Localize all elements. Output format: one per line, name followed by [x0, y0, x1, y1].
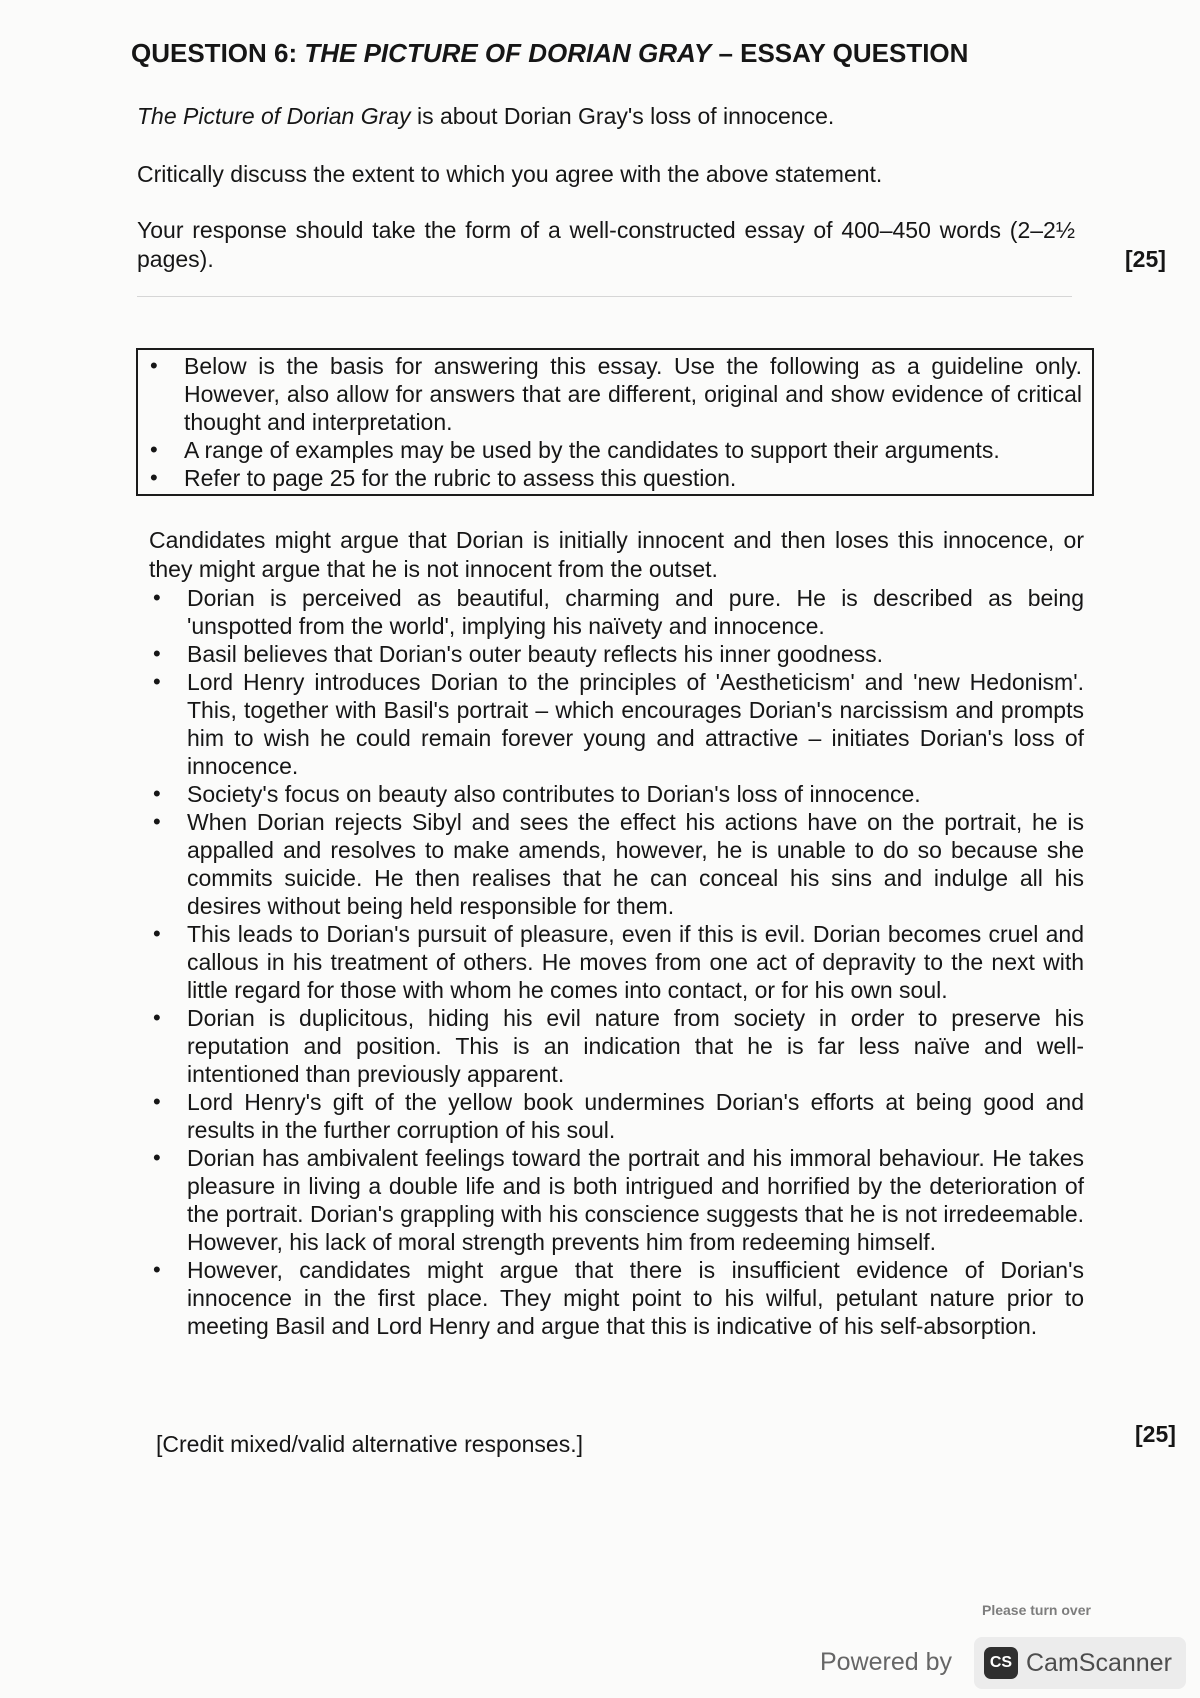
- guideline-box: [136, 348, 1094, 496]
- divider: [137, 296, 1072, 297]
- intro-paragraph: Candidates might argue that Dorian is initially innocent and then loses this innocence, or they might argue that he is not innocent from the outset.: [149, 527, 1084, 582]
- question-heading: [131, 38, 968, 69]
- answer-point: • However, candidates might argue that there is insufficient evidence of Dorian's innocence in the first place. They might point to his wilful, petulant nature prior to meeting Basil and Lord Henry and argue that this is indicative of his self-absorption.: [149, 1256, 1084, 1340]
- answer-point: • Dorian is duplicitous, hiding his evil nature from society in order to preserve his reputation and position. This is an indication that he is far less naïve and well-intentioned than previously apparent.: [149, 1004, 1084, 1088]
- question-mark-total: [25]: [1125, 246, 1166, 272]
- answer-point: • Dorian is perceived as beautiful, charming and pure. He is described as being 'unspotted from the world', implying his naïvety and innocence.: [149, 584, 1084, 640]
- answer-point: • Society's focus on beauty also contributes to Dorian's loss of innocence.: [149, 780, 1084, 808]
- camscanner-badge: [974, 1637, 1186, 1689]
- camscanner-name: CamScanner: [1026, 1649, 1172, 1677]
- guideline-item: • Below is the basis for answering this essay. Use the following as a guideline only. However, also allow for answers that are different, original and show evidence of critical thought and interpretation.: [148, 352, 1082, 436]
- guideline-item: • A range of examples may be used by the candidates to support their arguments.: [148, 436, 1082, 464]
- instruction: Critically discuss the extent to which you agree with the above statement.: [137, 161, 883, 187]
- statement-rest: is about Dorian Gray's loss of innocence.: [410, 103, 835, 129]
- answer-point: • Basil believes that Dorian's outer beauty reflects his inner goodness.: [149, 640, 1084, 668]
- camscanner-logo-icon: CS: [984, 1647, 1018, 1679]
- guideline-list: [148, 352, 1082, 492]
- heading-suffix: – ESSAY QUESTION: [711, 38, 969, 68]
- final-mark: [25]: [1135, 1421, 1176, 1447]
- essay-statement: [137, 102, 834, 131]
- heading-title: THE PICTURE OF DORIAN GRAY: [304, 38, 712, 68]
- answer-point: • Dorian has ambivalent feelings toward the portrait and his immoral behaviour. He takes pleasure in living a double life and is both intrigued and horrified by the deterioration of the portrait. Dorian's grappling with his conscience suggests that he is not irredeemable. However, his lack of moral strength prevents him from redeeming himself.: [149, 1144, 1084, 1256]
- answer-point: • Lord Henry's gift of the yellow book undermines Dorian's efforts at being good and results in the further corruption of his soul.: [149, 1088, 1084, 1144]
- powered-by-label: Powered by: [820, 1648, 953, 1676]
- novel-title: The Picture of Dorian Gray: [137, 103, 411, 129]
- heading-prefix: QUESTION 6:: [131, 38, 305, 68]
- answer-points: [149, 584, 1084, 1340]
- answer-point: • Lord Henry introduces Dorian to the principles of 'Aestheticism' and 'new Hedonism'. This, together with Basil's portrait – which encourages Dorian's narcissism and prompts him to wish he could remain forever young and attractive – initiates Dorian's loss of innocence.: [149, 668, 1084, 780]
- answer-point: • This leads to Dorian's pursuit of pleasure, even if this is evil. Dorian becomes cruel and callous in his treatment of others. He moves from one act of depravity to the next with little regard for those with whom he comes into contact, or for his own soul.: [149, 920, 1084, 1004]
- please-turn-over: Please turn over: [982, 1602, 1091, 1618]
- credit-note: [Credit mixed/valid alternative responses.]: [156, 1431, 583, 1457]
- answer-point: • When Dorian rejects Sibyl and sees the effect his actions have on the portrait, he is appalled and resolves to make amends, however, he is unable to do so because she commits suicide. He then realises that he can conceal his sins and indulge all his desires without being held responsible for them.: [149, 808, 1084, 920]
- guideline-item: • Refer to page 25 for the rubric to assess this question.: [148, 464, 1082, 492]
- response-note: Your response should take the form of a well-constructed essay of 400–450 words (2–2½ pages).: [137, 217, 1075, 272]
